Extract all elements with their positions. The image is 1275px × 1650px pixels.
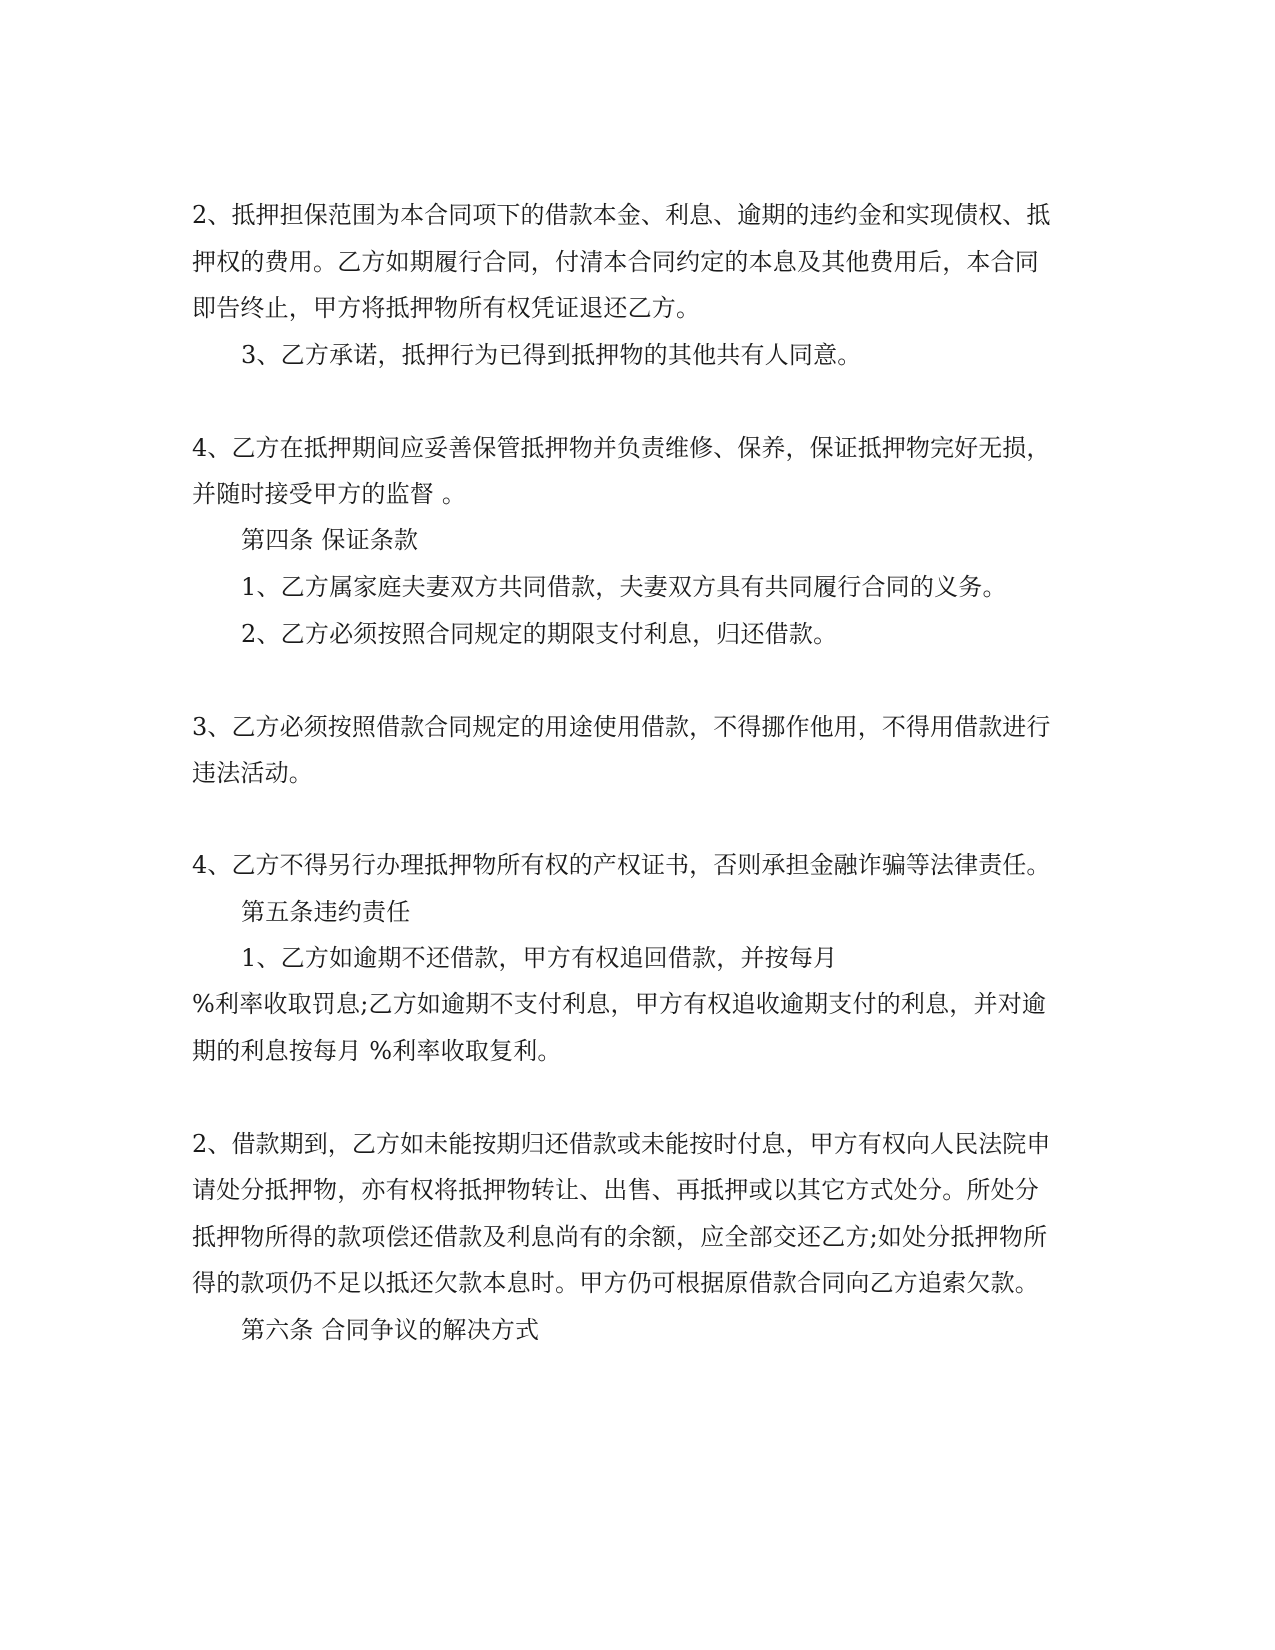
text-line: 1、乙方如逾期不还借款，甲方有权追回借款，并按每月 xyxy=(241,944,838,972)
text-line: 3、乙方承诺，抵押行为已得到抵押物的其他共有人同意。 xyxy=(241,341,862,369)
text-line: 3、乙方必须按照借款合同规定的用途使用借款，不得挪作他用，不得用借款进行 xyxy=(192,713,1051,741)
text-line: 2、乙方必须按照合同规定的期限支付利息，归还借款。 xyxy=(241,620,838,648)
text-line: 2、借款期到，乙方如未能按期归还借款或未能按时付息，甲方有权向人民法院申 xyxy=(192,1130,1051,1158)
text-line: 2、抵押担保范围为本合同项下的借款本金、利息、逾期的违约金和实现债权、抵 xyxy=(192,201,1051,229)
text-line: %利率收取罚息;乙方如逾期不支付利息，甲方有权追收逾期支付的利息，并对逾 xyxy=(192,990,1047,1018)
text-line: 并随时接受甲方的监督 。 xyxy=(192,480,467,508)
text-line: 得的款项仍不足以抵还欠款本息时。甲方仍可根据原借款合同向乙方追索欠款。 xyxy=(192,1269,1039,1297)
text-line: 期的利息按每月 %利率收取复利。 xyxy=(192,1037,562,1065)
text-line: 1、乙方属家庭夫妻双方共同借款，夫妻双方具有共同履行合同的义务。 xyxy=(241,573,1007,601)
section-heading: 第四条 保证条款 xyxy=(241,526,419,554)
text-line: 违法活动。 xyxy=(192,759,313,787)
text-line: 押权的费用。乙方如期履行合同，付清本合同约定的本息及其他费用后，本合同 xyxy=(192,248,1039,276)
text-line: 4、乙方在抵押期间应妥善保管抵押物并负责维修、保养，保证抵押物完好无损， xyxy=(192,434,1051,462)
text-line: 抵押物所得的款项偿还借款及利息尚有的余额，应全部交还乙方;如处分抵押物所 xyxy=(192,1223,1048,1251)
text-line: 即告终止，甲方将抵押物所有权凭证退还乙方。 xyxy=(192,294,701,322)
text-line: 请处分抵押物，亦有权将抵押物转让、出售、再抵押或以其它方式处分。所处分 xyxy=(192,1176,1039,1204)
section-heading: 第五条违约责任 xyxy=(241,898,411,926)
text-line: 4、乙方不得另行办理抵押物所有权的产权证书，否则承担金融诈骗等法律责任。 xyxy=(192,851,1051,879)
section-heading: 第六条 合同争议的解决方式 xyxy=(241,1316,540,1344)
